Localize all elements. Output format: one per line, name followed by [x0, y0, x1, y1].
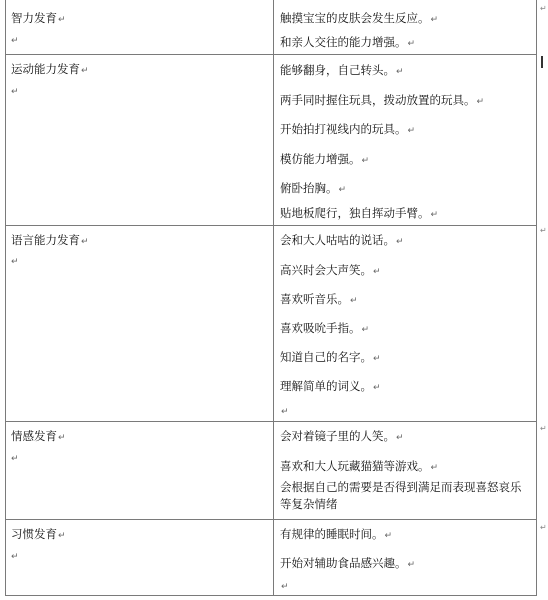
row-end-mark: ↵ [540, 523, 547, 532]
list-item: 会和大人咕咕的说话。↵ [280, 233, 404, 247]
paragraph-mark: ↵ [11, 87, 19, 97]
paragraph-mark: ↵ [11, 36, 19, 46]
list-item: 开始拍打视线内的玩具。↵ [280, 122, 416, 136]
list-item: 模仿能力增强。↵ [280, 152, 370, 166]
list-item: 知道自己的名字。↵ [280, 350, 381, 364]
list-item: 贴地板爬行，独自挥动手臂。↵ [280, 206, 439, 220]
list-item: 开始对辅助食品感兴趣。↵ [280, 556, 416, 570]
list-item: ↵ [281, 407, 289, 417]
list-item: 会根据自己的需要是否得到满足而表现喜怒哀乐等复杂情绪 [280, 480, 522, 511]
row-end-mark: ↵ [540, 226, 547, 235]
category-cell [6, 226, 274, 421]
list-item: ↵ [281, 582, 289, 592]
list-item: 喜欢听音乐。↵ [280, 292, 358, 306]
category-cell [6, 520, 274, 596]
list-item: 俯卧抬胸。↵ [280, 181, 347, 195]
category-cell [6, 422, 274, 519]
category-label: 情感发育↵ [11, 429, 66, 443]
category-label: 运动能力发育↵ [11, 62, 89, 76]
list-item: 能够翻身，自己转头。↵ [280, 63, 404, 77]
row-end-mark: ↵ [540, 424, 547, 433]
list-item: 两手同时握住玩具，拨动放置的玩具。↵ [280, 93, 485, 107]
category-cell [6, 0, 274, 54]
category-label: 语言能力发育↵ [11, 233, 89, 247]
list-item: 高兴时会大声笑。↵ [280, 263, 381, 277]
development-table [5, 0, 537, 596]
list-item: 理解简单的词义。↵ [280, 379, 381, 393]
category-label: 智力发育↵ [11, 11, 66, 25]
paragraph-mark: ↵ [11, 552, 19, 562]
row-end-mark: ↵ [540, 4, 547, 13]
table-row [6, 226, 536, 422]
table-row [6, 55, 536, 226]
table-row [6, 520, 536, 596]
list-item: 触摸宝宝的皮肤会发生反应。↵ [280, 11, 439, 25]
list-item: 会对着镜子里的人笑。↵ [280, 429, 404, 443]
list-item: 有规律的睡眠时间。↵ [280, 527, 393, 541]
list-item: 和亲人交往的能力增强。↵ [280, 35, 416, 49]
paragraph-mark: ↵ [11, 257, 19, 267]
category-label: 习惯发育↵ [11, 527, 66, 541]
category-cell [6, 55, 274, 225]
table-row [6, 422, 536, 520]
table-row [6, 0, 536, 55]
list-item: 喜欢吸吮手指。↵ [280, 321, 370, 335]
list-item: 喜欢和大人玩藏猫猫等游戏。↵ [280, 459, 439, 473]
cursor-bar [541, 56, 543, 68]
paragraph-mark: ↵ [11, 454, 19, 464]
